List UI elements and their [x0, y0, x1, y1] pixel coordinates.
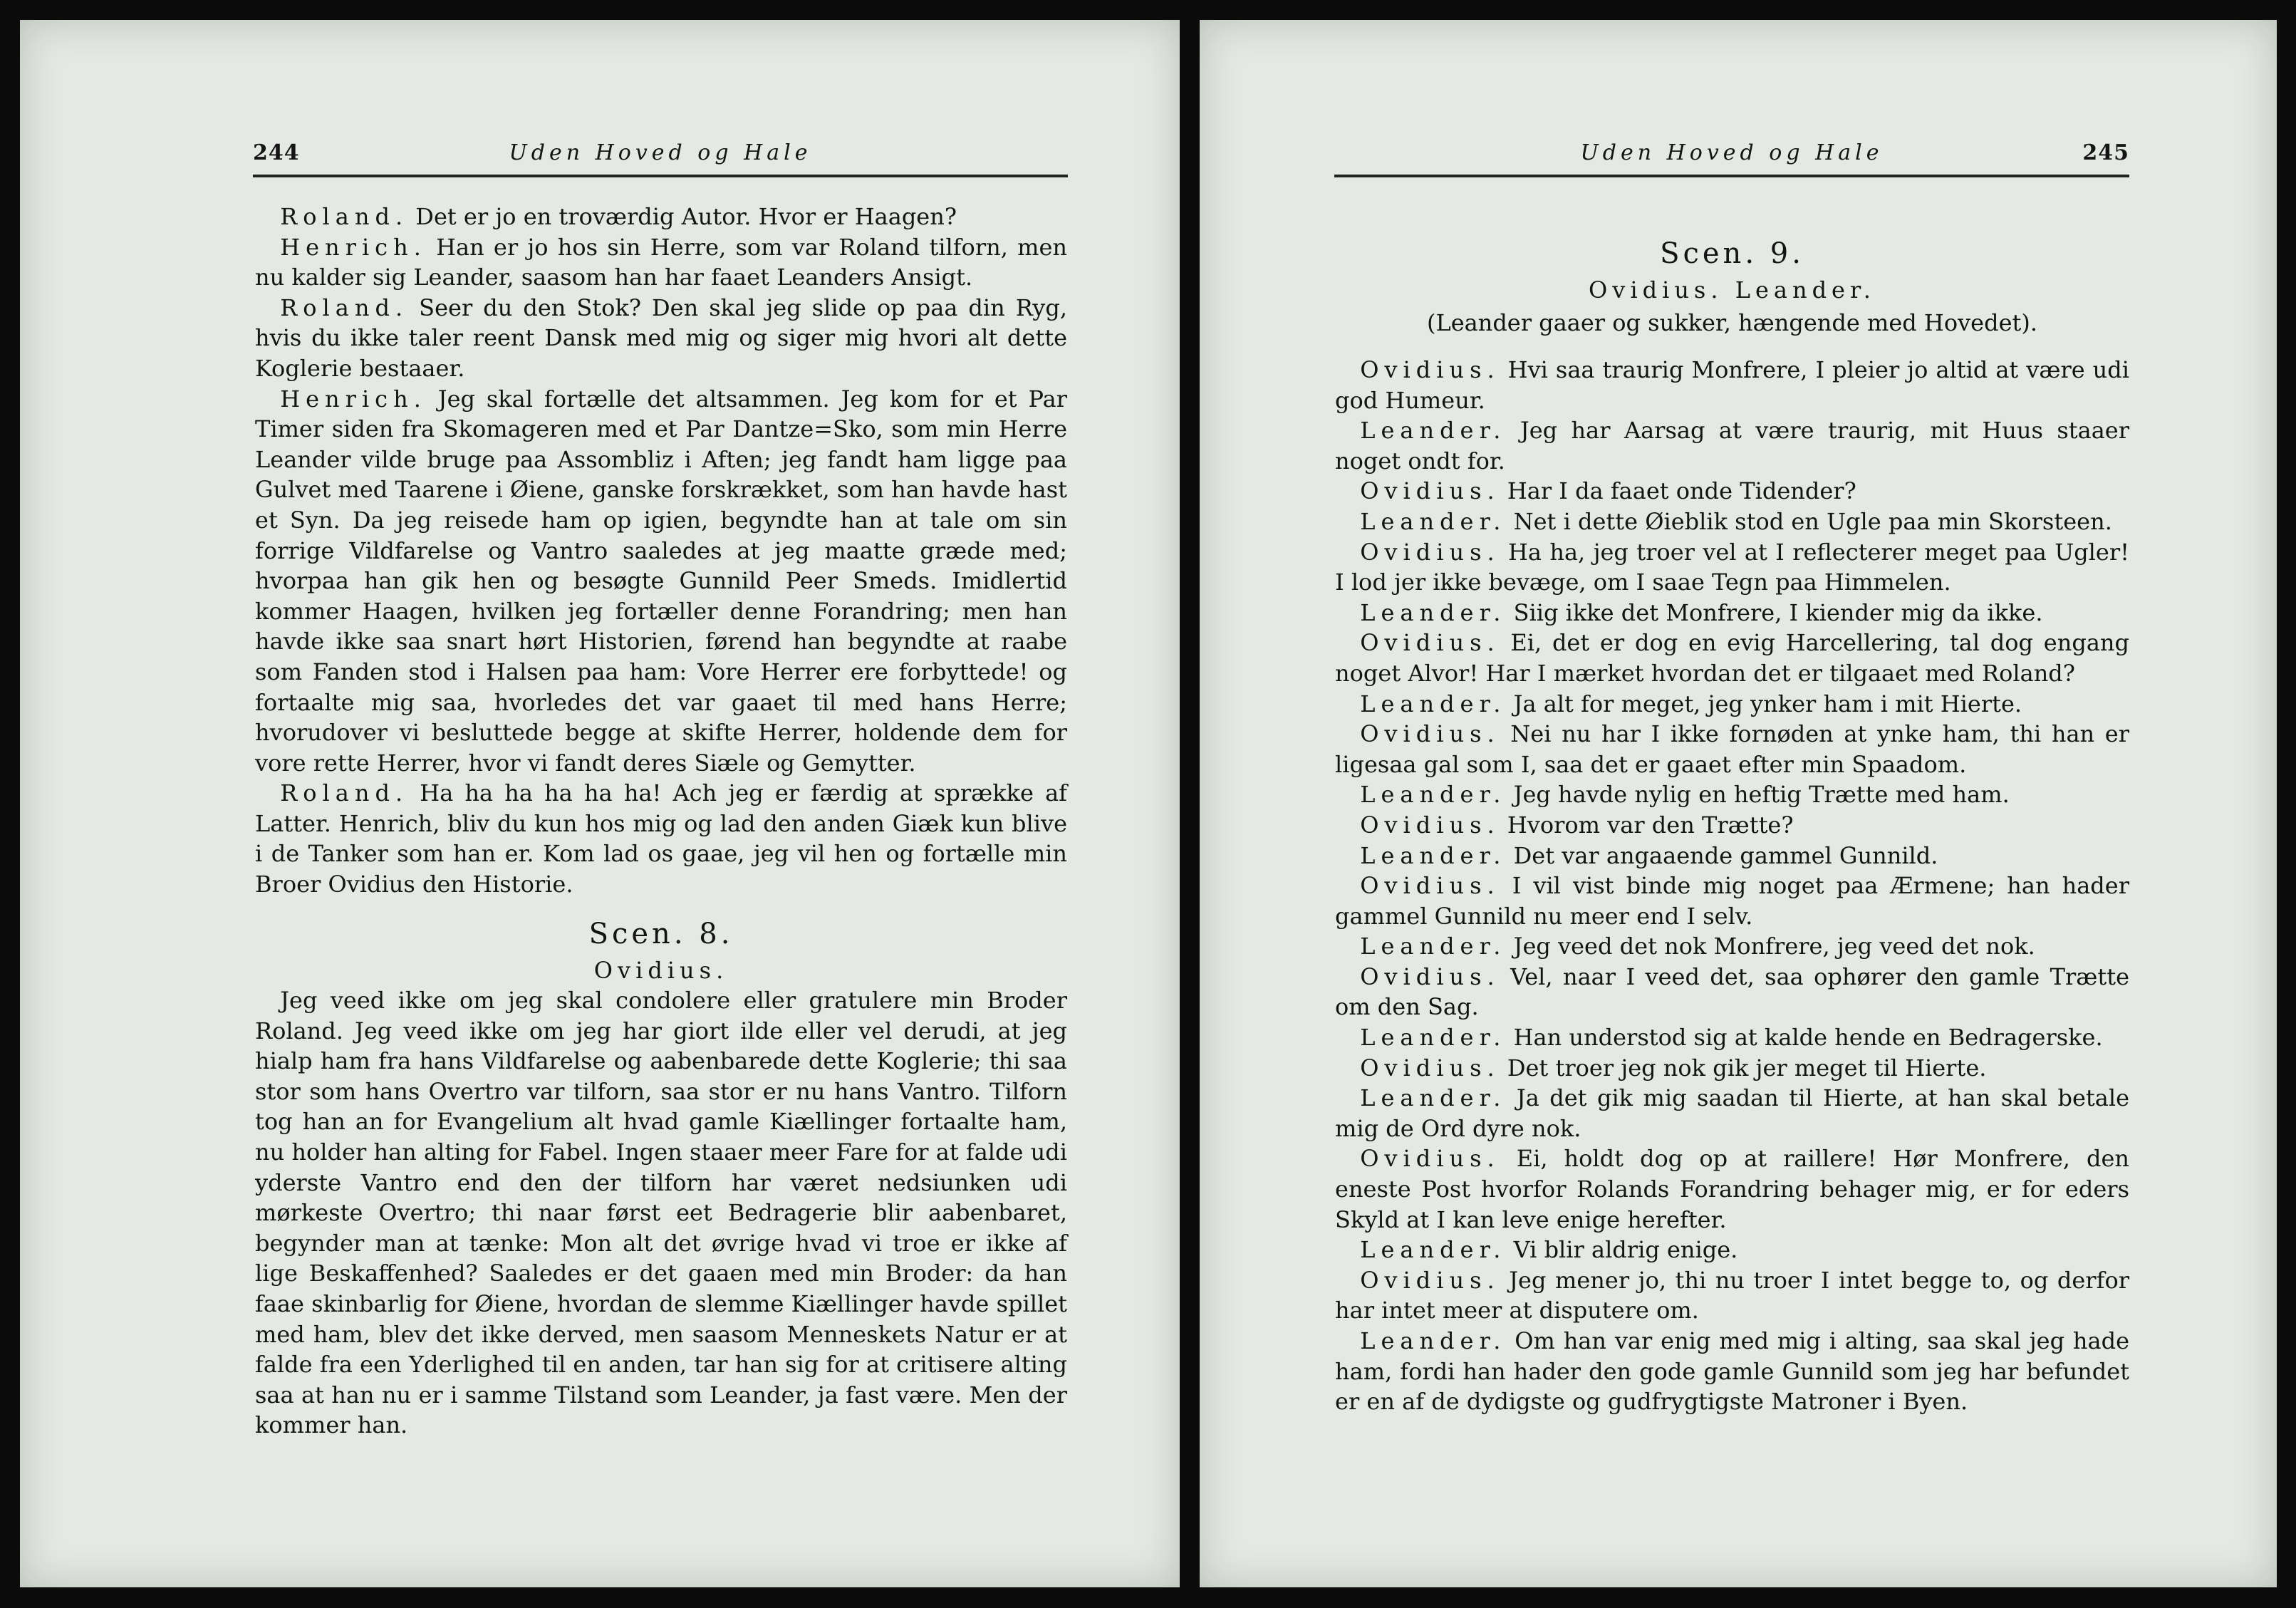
- speaker: Leander.: [1360, 690, 1507, 717]
- paragraph: [1335, 1083, 2129, 1143]
- scene-characters: Ovidius.: [593, 957, 729, 984]
- speech: Hvi saa traurig Monfrere, I pleier jo altid at være udi god Humeur.: [1335, 356, 2130, 414]
- speech: Siig ikke det Monfrere, I kiender mig da ikke.: [1513, 598, 2043, 626]
- paragraph: [1335, 415, 2129, 476]
- paragraph: [1335, 689, 2129, 720]
- scene-characters: Ovidius. Leander.: [1589, 276, 1876, 304]
- speech: Han er jo hos sin Herre, som var Roland tilforn, men nu kalder sig Leander, saasom han har faaet Leanders Ansigt.: [255, 233, 1068, 291]
- speaker: Henrich.: [280, 385, 427, 413]
- speaker: Ovidius.: [1360, 1054, 1500, 1081]
- paragraph: [1335, 779, 2129, 810]
- scene-9-heading: [1335, 234, 2129, 339]
- speaker: Leander.: [1360, 1327, 1507, 1354]
- speech: Det var angaaende gammel Gunnild.: [1513, 841, 1938, 869]
- speech: Det troer jeg nok gik jer meget til Hierte.: [1507, 1054, 1987, 1081]
- speaker: Leander.: [1360, 781, 1507, 809]
- right-running-head: [1334, 138, 2129, 177]
- speaker: Ovidius.: [1360, 963, 1500, 990]
- speaker: Leander.: [1360, 933, 1507, 960]
- stage-direction: (Leander gaaer og sukker, hængende med Hovedet).: [1426, 309, 2038, 336]
- speech: Seer du den Stok? Den skal jeg slide op paa din Ryg, hvis du ikke taler reent Dansk med mig og siger mig hvori alt dette Koglerie bestaaer.: [255, 294, 1068, 382]
- left-dialogue: [255, 202, 1067, 900]
- speech: Det er jo en troværdig Autor. Hvor er Haagen?: [415, 203, 957, 230]
- speaker: Leander.: [1360, 1024, 1507, 1052]
- speech: Jeg veed det nok Monfrere, jeg veed det nok.: [1513, 933, 2035, 960]
- paragraph: [1335, 1053, 2129, 1084]
- speaker: Leander.: [1360, 417, 1507, 445]
- paragraph: [1335, 1265, 2129, 1326]
- page-number: 245: [2082, 140, 2129, 165]
- speaker: Leander.: [1360, 507, 1507, 535]
- speaker: Leander.: [1360, 1236, 1507, 1264]
- paragraph: [1335, 1235, 2129, 1265]
- speaker: Roland.: [280, 203, 409, 230]
- speaker: Ovidius.: [1360, 477, 1500, 505]
- right-page: [1200, 20, 2277, 1587]
- paragraph: [255, 202, 1067, 232]
- speaker: Roland.: [280, 779, 409, 807]
- paragraph: [1335, 598, 2129, 628]
- right-dialogue: [1335, 355, 2129, 1417]
- paragraph: [1335, 1143, 2129, 1235]
- running-title: Uden Hoved og Hale: [1580, 140, 1884, 165]
- paragraph: [255, 384, 1067, 779]
- paragraph: [1335, 507, 2129, 537]
- speaker: Ovidius.: [1360, 872, 1500, 900]
- scene-8-monologue: [255, 985, 1067, 1441]
- speaker: Ovidius.: [1360, 1145, 1500, 1173]
- speaker: Ovidius.: [1360, 356, 1500, 383]
- paragraph: [1335, 871, 2129, 931]
- speech: Om han var enig med mig i alting, saa skal jeg hade ham, fordi han hader den gode gamle Gunnild som jeg har befundet er en af de dydigste og gudfrygtigste Matroner i Byen.: [1335, 1327, 2130, 1416]
- speaker: Henrich.: [280, 233, 427, 261]
- speaker: Ovidius.: [1360, 720, 1500, 748]
- speech: Har I da faaet onde Tidender?: [1507, 477, 1856, 505]
- page-number: 244: [253, 140, 300, 165]
- left-page: [20, 20, 1180, 1587]
- paragraph: [1335, 476, 2129, 507]
- scene-8-heading: [255, 914, 1067, 987]
- speech: Net i dette Øieblik stod en Ugle paa min Skorsteen.: [1513, 507, 2112, 535]
- speech: Nei nu har I ikke fornøden at ynke ham, thi han er ligesaa gal som I, saa det er gaaet efter min Spaadom.: [1335, 720, 2130, 778]
- paragraph: [1335, 537, 2129, 598]
- speech: Hvorom var den Trætte?: [1507, 811, 1794, 839]
- paragraph: [255, 293, 1067, 384]
- speaker: Ovidius.: [1360, 1266, 1500, 1294]
- speech: Jeg har Aarsag at være traurig, mit Huus staaer noget ondt for.: [1335, 417, 2130, 474]
- speech: Ja det gik mig saadan til Hierte, at han skal betale mig de Ord dyre nok.: [1335, 1084, 2130, 1142]
- speech: Jeg skal fortælle det altsammen. Jeg kom for et Par Timer siden fra Skomageren med et Par Dantze=Sko, som min Herre Leander vilde bruge paa Assombliz i Aften; jeg fandt ham ligge paa Gulvet med Taarene i Øiene, ganske forskrækket, som han havde hast et Syn. Da jeg reisede ham op igien, begyndte han at tale om sin forrige Vildfarelse og Vantro saaledes at jeg maatte græde med; hvorpaa han gik hen og besøgte Gunnild Peer Smeds. Imidlertid kommer Haagen, hvilken jeg fortæller denne Forandring; men han havde ikke saa snart hørt Historien, førend han begyndte at raabe som Fanden stod i Halsen paa ham: Vore Herrer ere forbyttede! og fortaalte mig saa, hvorledes det var gaaet til med hans Herre; hvorudover vi besluttede begge at skifte Herrer, holdende dem for vore rette Herrer, hvor vi fandt deres Siæle og Gemytter.: [255, 385, 1068, 777]
- speaker: Leander.: [1360, 1084, 1507, 1112]
- speech: Ei, det er dog en evig Harcellering, tal dog engang noget Alvor! Har I mærket hvordan det er tilgaaet med Roland?: [1335, 629, 2130, 687]
- speech: I vil vist binde mig noget paa Ærmene; han hader gammel Gunnild nu meer end I selv.: [1335, 872, 2129, 930]
- speech: Jeg veed ikke om jeg skal condolere eller gratulere min Broder Roland. Jeg veed ikke om jeg har giort ilde eller vel derudi, at jeg hialp ham fra hans Vildfarelse og aabenbarede dette Koglerie; thi saa stor som hans Overtro var tilforn, saa stor er nu hans Vantro. Tilforn tog han an for Evangelium alt hvad gamle Kiællinger fortaalte ham, nu holder han alting for Fabel. Ingen staaer meer Fare for at falde udi yderste Vantro end den der tilforn har været nedsiunken udi mørkeste Overtro; thi naar først eet Bedragerie blir aabenbaret, begynder man at tænke: Mon alt det øvrige hvad vi troe er ikke af lige Beskaffenhed? Saaledes er det gaaen med min Broder: da han faae skinbarlig for Øiene, hvordan de slemme Kiællinger havde spillet med ham, blev det ikke derved, men saasom Menneskets Natur er at falde fra een Yderlighed til en anden, tar han sig for at critisere alting saa at han nu er i samme Tilstand som Leander, ja fast være. Men der kommer han.: [255, 987, 1067, 1439]
- speaker: Leander.: [1360, 598, 1507, 626]
- left-running-head: [253, 138, 1068, 177]
- speech: Jeg mener jo, thi nu troer I intet begge to, og derfor har intet meer at disputere om.: [1335, 1266, 2130, 1324]
- speaker: Ovidius.: [1360, 629, 1500, 657]
- paragraph: [255, 778, 1067, 899]
- speech: Ei, holdt dog op at raillere! Hør Monfrere, den eneste Post hvorfor Rolands Forandring behager mig, er for eders Skyld at I kan leve enige herefter.: [1335, 1145, 2130, 1233]
- speaker: Roland.: [280, 294, 409, 321]
- paragraph: [1335, 962, 2129, 1022]
- speech: Vi blir aldrig enige.: [1513, 1236, 1738, 1264]
- paragraph: [1335, 1326, 2129, 1417]
- paragraph: [1335, 1022, 2129, 1053]
- paragraph: [255, 232, 1067, 293]
- speaker: Ovidius.: [1360, 538, 1500, 566]
- scene-title: Scen. 8.: [588, 918, 734, 950]
- speech: Jeg havde nylig en heftig Trætte med ham.: [1513, 781, 2010, 809]
- speaker: Leander.: [1360, 841, 1507, 869]
- paragraph: [1335, 355, 2129, 415]
- paragraph: [1335, 719, 2129, 779]
- paragraph: [255, 985, 1067, 1441]
- speech: Han understod sig at kalde hende en Bedragerske.: [1513, 1024, 2103, 1052]
- paragraph: [1335, 841, 2129, 871]
- paragraph: [1335, 931, 2129, 962]
- speech: Ha ha ha ha ha ha! Ach jeg er færdig at sprække af Latter. Henrich, bliv du kun hos mig og lad den anden Giæk kun blive i de Tanker som han er. Kom lad os gaae, jeg vil hen og fortælle min Broer Ovidius den Historie.: [255, 779, 1068, 898]
- paragraph: [1335, 810, 2129, 841]
- running-title: Uden Hoved og Hale: [509, 140, 812, 165]
- paragraph: [1335, 628, 2129, 688]
- speech: Ja alt for meget, jeg ynker ham i mit Hierte.: [1513, 690, 2022, 717]
- speaker: Ovidius.: [1360, 811, 1500, 839]
- speech: Ha ha, jeg troer vel at I reflecterer meget paa Ugler! I lod jer ikke bevæge, om I saae Tegn paa Himmelen.: [1335, 538, 2130, 596]
- scene-title: Scen. 9.: [1660, 237, 1804, 270]
- speech: Vel, naar I veed det, saa ophører den gamle Trætte om den Sag.: [1335, 963, 2130, 1021]
